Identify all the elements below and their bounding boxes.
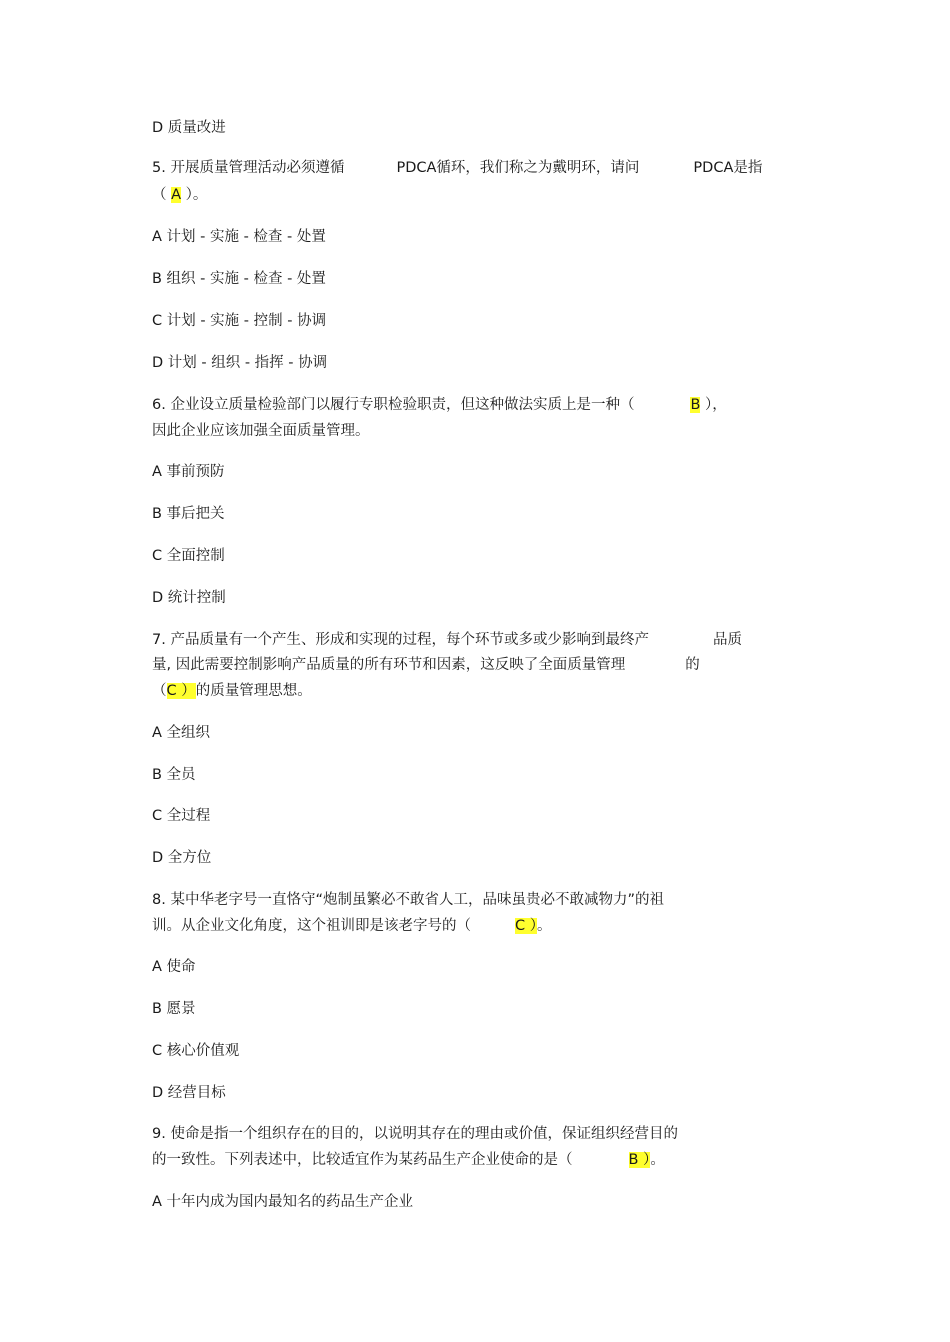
question-text: 品质: [712, 632, 742, 648]
question-7-line-1: [152, 630, 742, 650]
option-c: C 全过程: [152, 808, 211, 824]
question-text: 。: [650, 1152, 665, 1168]
option-b: B 事后把关: [152, 506, 225, 522]
option-d: D 全方位: [152, 850, 212, 866]
question-8-line-2: [152, 916, 551, 936]
question-text: 6. 企业设立质量检验部门以履行专职检验职责，但这种做法实质上是一种（: [152, 397, 635, 413]
option-a: A 十年内成为国内最知名的药品生产企业: [152, 1194, 414, 1210]
option-d: D 经营目标: [152, 1085, 226, 1101]
question-text: 。: [536, 918, 552, 934]
option-b: B 愿景: [152, 1001, 196, 1017]
question-7-line-3: [152, 681, 312, 701]
answer-highlight: C ）: [515, 918, 537, 934]
answer-highlight: C ）: [166, 683, 196, 699]
term-pdca: PDCA: [396, 160, 437, 176]
option-a: A 全组织: [152, 725, 211, 741]
question-text: ），: [700, 397, 727, 413]
option-text: D 质量改进: [152, 120, 226, 136]
option-a: A 事前预防: [152, 464, 225, 480]
term-pdca: PDCA: [693, 160, 734, 176]
question-text: 的一致性。下列表述中，比较适宜作为某药品生产企业使命的是（: [152, 1152, 573, 1168]
option-a: A 计划 - 实施 - 检查 - 处置: [152, 229, 326, 245]
question-9-line-2: [152, 1150, 665, 1170]
bracket-open: （: [152, 683, 167, 699]
question-text: 5. 开展质量管理活动必须遵循: [152, 160, 345, 176]
answer-highlight: B ）: [628, 1152, 651, 1168]
option-d: D 统计控制: [152, 590, 226, 606]
question-text: 的质量管理思想。: [195, 683, 312, 699]
option-c: C 全面控制: [152, 548, 225, 564]
question-5-line-1: [152, 158, 762, 178]
option-c: C 计划 - 实施 - 控制 - 协调: [152, 313, 327, 329]
option-c: C 核心价值观: [152, 1043, 240, 1059]
option-d: D 计划 - 组织 - 指挥 - 协调: [152, 355, 328, 371]
option-b: B 全员: [152, 767, 196, 783]
answer-highlight: B: [690, 397, 701, 413]
question-9-line-1: 9. 使命是指一个组织存在的目的，以说明其存在的理由或价值，保证组织经营目的: [152, 1126, 678, 1142]
option-b: B 组织 - 实施 - 检查 - 处置: [152, 271, 326, 287]
bracket-open: （: [152, 187, 172, 203]
question-text: 是指: [733, 160, 763, 176]
question-7-line-2: [152, 655, 700, 675]
option-a: A 使命: [152, 959, 196, 975]
question-5-line-2: [152, 185, 207, 205]
question-text: 的: [685, 657, 700, 673]
question-text: 量, 因此需要控制影响产品质量的所有环节和因素，这反映了全面质量管理: [152, 657, 626, 673]
question-text: 7. 产品质量有一个产生、形成和实现的过程，每个环节或多或少影响到最终产: [152, 632, 649, 648]
question-6-line-2: 因此企业应该加强全面质量管理。: [152, 423, 370, 439]
question-text: 训。从企业文化角度，这个祖训即是该老字号的（: [152, 918, 471, 934]
bracket-close: ）。: [181, 187, 208, 203]
question-8-line-1: 8. 某中华老字号一直恪守“炮制虽繁必不敢省人工，品味虽贵必不敢减物力”的祖: [152, 892, 664, 908]
answer-highlight: A: [171, 187, 182, 203]
question-text: 循环，我们称之为戴明环，请问: [436, 160, 640, 176]
question-6-line-1: [152, 395, 727, 415]
